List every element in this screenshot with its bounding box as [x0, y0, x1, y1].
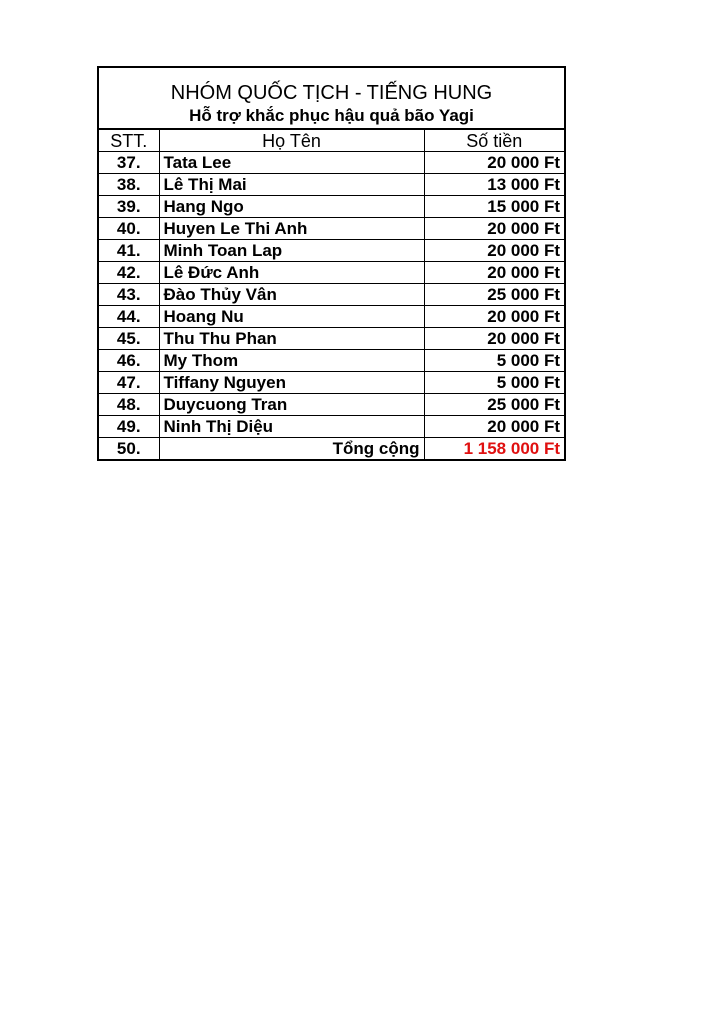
row-stt: 40. — [99, 218, 159, 240]
row-amount: 20 000 Ft — [424, 152, 564, 174]
row-name: Thu Thu Phan — [159, 328, 424, 350]
row-stt: 37. — [99, 152, 159, 174]
page-subtitle: Hỗ trợ khắc phục hậu quả bão Yagi — [189, 106, 474, 125]
table-row — [99, 372, 564, 394]
donation-table — [99, 130, 564, 459]
row-name: Lê Đức Anh — [159, 262, 424, 284]
page-title: NHÓM QUỐC TỊCH - TIẾNG HUNG — [170, 82, 493, 104]
row-name: My Thom — [159, 350, 424, 372]
row-amount: 20 000 Ft — [424, 306, 564, 328]
row-amount: 20 000 Ft — [424, 328, 564, 350]
total-label: Tổng cộng — [159, 438, 424, 460]
row-name: Lê Thị Mai — [159, 174, 424, 196]
sheet-header — [99, 68, 564, 130]
row-amount: 15 000 Ft — [424, 196, 564, 218]
row-stt: 46. — [99, 350, 159, 372]
row-name: Duycuong Tran — [159, 394, 424, 416]
row-name: Đào Thủy Vân — [159, 284, 424, 306]
row-stt: 47. — [99, 372, 159, 394]
row-amount: 5 000 Ft — [424, 372, 564, 394]
row-stt: 39. — [99, 196, 159, 218]
row-name: Ninh Thị Diệu — [159, 416, 424, 438]
row-amount: 25 000 Ft — [424, 394, 564, 416]
row-stt: 41. — [99, 240, 159, 262]
table-row — [99, 328, 564, 350]
row-stt: 48. — [99, 394, 159, 416]
row-stt: 43. — [99, 284, 159, 306]
row-amount: 5 000 Ft — [424, 350, 564, 372]
total-row — [99, 438, 564, 460]
column-header-stt: STT. — [99, 130, 159, 152]
row-amount: 25 000 Ft — [424, 284, 564, 306]
table-row — [99, 350, 564, 372]
total-stt: 50. — [99, 438, 159, 460]
row-name: Minh Toan Lap — [159, 240, 424, 262]
row-stt: 49. — [99, 416, 159, 438]
table-row — [99, 174, 564, 196]
table-row — [99, 416, 564, 438]
row-stt: 38. — [99, 174, 159, 196]
column-header-name: Họ Tên — [159, 130, 424, 152]
row-amount: 20 000 Ft — [424, 262, 564, 284]
row-name: Huyen Le Thi Anh — [159, 218, 424, 240]
table-row — [99, 218, 564, 240]
row-amount: 20 000 Ft — [424, 240, 564, 262]
table-row — [99, 196, 564, 218]
row-amount: 13 000 Ft — [424, 174, 564, 196]
row-stt: 45. — [99, 328, 159, 350]
row-name: Hoang Nu — [159, 306, 424, 328]
donation-sheet — [97, 66, 566, 461]
table-row — [99, 240, 564, 262]
table-body — [99, 152, 564, 460]
row-name: Hang Ngo — [159, 196, 424, 218]
row-amount: 20 000 Ft — [424, 218, 564, 240]
table-row — [99, 394, 564, 416]
table-header-row — [99, 130, 564, 152]
table-row — [99, 284, 564, 306]
row-name: Tata Lee — [159, 152, 424, 174]
column-header-amount: Số tiền — [424, 130, 564, 152]
row-amount: 20 000 Ft — [424, 416, 564, 438]
row-stt: 42. — [99, 262, 159, 284]
row-name: Tiffany Nguyen — [159, 372, 424, 394]
table-row — [99, 306, 564, 328]
table-row — [99, 152, 564, 174]
row-stt: 44. — [99, 306, 159, 328]
table-row — [99, 262, 564, 284]
total-amount: 1 158 000 Ft — [424, 438, 564, 460]
